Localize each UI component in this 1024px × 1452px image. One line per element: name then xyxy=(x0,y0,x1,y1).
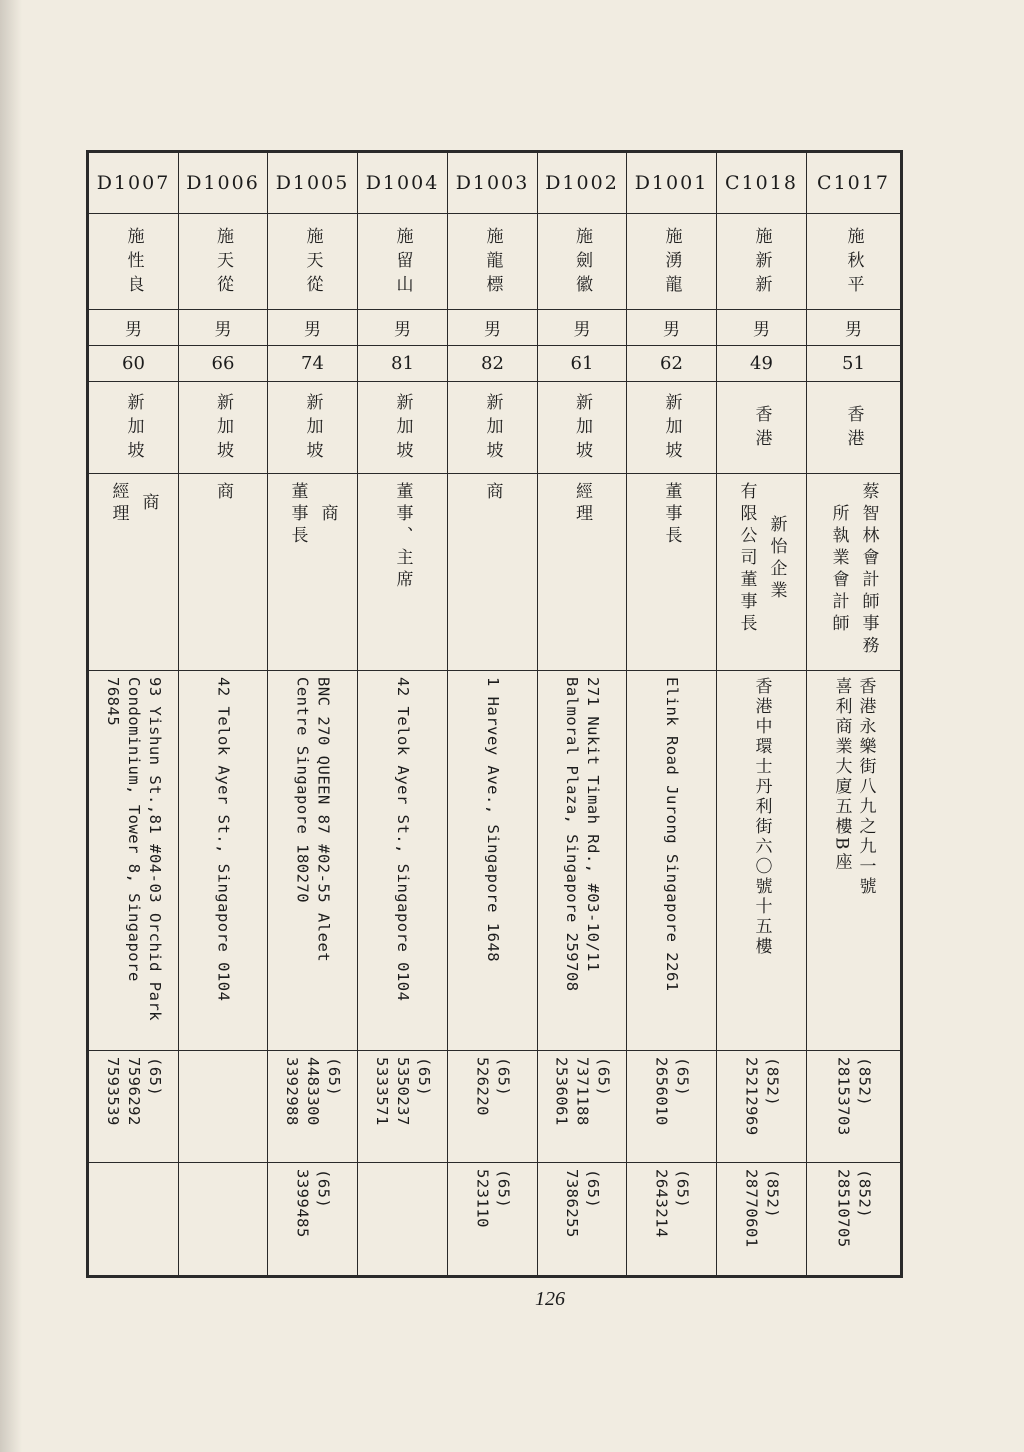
name-text: 施留山 xyxy=(392,226,413,299)
age-cell: 51 xyxy=(807,346,902,382)
name-text: 施劍徽 xyxy=(572,226,592,299)
gender-cell: 男 xyxy=(358,310,448,346)
fax-text: (65) 523110 xyxy=(473,1169,513,1228)
address-text: 1 Harvey Ave., Singapore 1648 xyxy=(484,677,502,963)
id-cell: D1002 xyxy=(538,152,627,214)
phone-cell xyxy=(717,1051,807,1163)
age-cell: 60 xyxy=(88,346,179,382)
birthplace-cell xyxy=(627,382,717,474)
birthplace-text: 新加坡 xyxy=(661,392,682,465)
occupation-text: 商 經理 xyxy=(108,482,159,526)
name-text: 施湧龍 xyxy=(661,226,682,299)
phone-cell xyxy=(627,1051,717,1163)
occupation-text: 蔡智林會計師事務 所執業會計師 xyxy=(828,482,879,658)
address-cell xyxy=(268,671,358,1051)
gender-cell: 男 xyxy=(448,310,538,346)
id-cell: D1004 xyxy=(358,152,448,214)
age-cell: 61 xyxy=(538,346,627,382)
fax-cell xyxy=(538,1163,627,1277)
address-cell xyxy=(448,671,538,1051)
birthplace-text: 香港 xyxy=(751,404,772,453)
address-text: 香港中環士丹利街六〇號十五樓 xyxy=(751,677,772,957)
name-text: 施性良 xyxy=(123,226,144,299)
id-cell: C1018 xyxy=(717,152,807,214)
id-cell: D1003 xyxy=(448,152,538,214)
occupation-text: 董事、主席 xyxy=(392,482,413,592)
page-number: 126 xyxy=(535,1288,565,1310)
age-cell: 62 xyxy=(627,346,717,382)
fax-cell xyxy=(807,1163,902,1277)
gender-cell: 男 xyxy=(807,310,902,346)
name-cell xyxy=(807,214,902,310)
address-text: 93 Yishun St.,81 #04-03 Orchid Park Condominium, Tower 8, Singapore 76845 xyxy=(104,677,164,1022)
id-cell: D1005 xyxy=(268,152,358,214)
name-text: 施新新 xyxy=(751,226,772,299)
gender-cell: 男 xyxy=(179,310,268,346)
name-cell xyxy=(448,214,538,310)
occupation-text: 董事長 xyxy=(661,482,682,548)
fax-text: (65) 7386255 xyxy=(563,1169,602,1238)
fax-cell xyxy=(268,1163,358,1277)
age-cell: 74 xyxy=(268,346,358,382)
fax-cell xyxy=(448,1163,538,1277)
page-shadow xyxy=(0,0,22,1452)
birthplace-text: 新加坡 xyxy=(482,392,503,465)
phone-text: (852) 25212969 xyxy=(742,1057,782,1136)
phone-cell xyxy=(179,1051,268,1163)
birthplace-cell xyxy=(358,382,448,474)
phone-cell xyxy=(268,1051,358,1163)
phone-text: (65) 5350237 5333571 xyxy=(373,1057,433,1126)
address-cell xyxy=(807,671,902,1051)
phone-cell xyxy=(88,1051,179,1163)
birthplace-text: 新加坡 xyxy=(572,392,592,465)
birthplace-cell xyxy=(717,382,807,474)
fax-cell xyxy=(358,1163,448,1277)
address-text: BNC 270 QUEEN 87 #02-55 Aleet Centre Singapore 180270 xyxy=(293,677,333,963)
name-cell xyxy=(627,214,717,310)
phone-cell xyxy=(358,1051,448,1163)
occupation-cell xyxy=(538,474,627,671)
age-cell: 81 xyxy=(358,346,448,382)
address-text: Elink Road Jurong Singapore 2261 xyxy=(663,677,681,992)
occupation-cell xyxy=(358,474,448,671)
id-cell: D1007 xyxy=(88,152,179,214)
phone-text: (65) 2656010 xyxy=(652,1057,692,1126)
occupation-text: 經理 xyxy=(572,482,592,526)
occupation-text: 新怡企業 有限公司董事長 xyxy=(736,482,787,636)
id-cell: D1006 xyxy=(179,152,268,214)
phone-text: (65) 7371188 2536061 xyxy=(552,1057,613,1126)
address-text: 271 Nukit Timah Rd., #03-10/11 Balmoral Plaza, Singapore 259708 xyxy=(563,677,602,992)
address-cell xyxy=(627,671,717,1051)
address-text: 42 Telok Ayer St., Singapore 0104 xyxy=(214,677,233,1002)
phone-text: (852) 28153703 xyxy=(834,1057,874,1136)
fax-cell xyxy=(717,1163,807,1277)
name-text: 施秋平 xyxy=(843,226,864,299)
name-cell xyxy=(88,214,179,310)
age-cell: 49 xyxy=(717,346,807,382)
member-table xyxy=(86,150,903,1278)
birthplace-cell xyxy=(179,382,268,474)
fax-cell xyxy=(179,1163,268,1277)
fax-text: (65) 3399485 xyxy=(293,1169,333,1238)
phone-cell xyxy=(807,1051,902,1163)
name-text: 施龍標 xyxy=(482,226,503,299)
age-cell: 66 xyxy=(179,346,268,382)
id-cell: C1017 xyxy=(807,152,902,214)
occupation-cell xyxy=(179,474,268,671)
address-cell xyxy=(358,671,448,1051)
address-cell xyxy=(179,671,268,1051)
birthplace-text: 香港 xyxy=(843,404,864,453)
phone-text: (65) 7596292 7593539 xyxy=(104,1057,164,1126)
phone-text: (65) 526220 xyxy=(473,1057,513,1116)
phone-text: (65) 4483300 3392988 xyxy=(283,1057,343,1126)
birthplace-cell xyxy=(268,382,358,474)
occupation-cell xyxy=(448,474,538,671)
name-cell xyxy=(717,214,807,310)
birthplace-cell xyxy=(807,382,902,474)
birthplace-text: 新加坡 xyxy=(123,392,144,465)
fax-text: (65) 2643214 xyxy=(652,1169,692,1238)
birthplace-text: 新加坡 xyxy=(213,392,233,465)
name-cell xyxy=(268,214,358,310)
phone-cell xyxy=(538,1051,627,1163)
birthplace-text: 新加坡 xyxy=(392,392,413,465)
name-text: 施天從 xyxy=(302,226,323,299)
address-text: 香港永樂街八九之九一號 喜利商業大廈五樓B座 xyxy=(831,677,876,897)
name-cell xyxy=(538,214,627,310)
occupation-cell xyxy=(268,474,358,671)
occupation-cell xyxy=(627,474,717,671)
fax-text: (852) 28510705 xyxy=(834,1169,874,1248)
fax-text: (852) 28770601 xyxy=(742,1169,782,1248)
age-cell: 82 xyxy=(448,346,538,382)
id-cell: D1001 xyxy=(627,152,717,214)
occupation-cell xyxy=(88,474,179,671)
address-text: 42 Telok Ayer St., Singapore 0104 xyxy=(394,677,412,1002)
occupation-cell xyxy=(717,474,807,671)
address-cell xyxy=(538,671,627,1051)
birthplace-text: 新加坡 xyxy=(302,392,323,465)
address-cell xyxy=(88,671,179,1051)
fax-cell xyxy=(88,1163,179,1277)
name-text: 施天從 xyxy=(213,226,233,299)
birthplace-cell xyxy=(448,382,538,474)
occupation-text: 商 xyxy=(482,482,503,504)
birthplace-cell xyxy=(88,382,179,474)
gender-cell: 男 xyxy=(627,310,717,346)
gender-cell: 男 xyxy=(268,310,358,346)
gender-cell: 男 xyxy=(538,310,627,346)
gender-cell: 男 xyxy=(717,310,807,346)
occupation-text: 商 xyxy=(213,482,233,504)
gender-cell: 男 xyxy=(88,310,179,346)
name-cell xyxy=(358,214,448,310)
fax-cell xyxy=(627,1163,717,1277)
occupation-text: 商 董事長 xyxy=(287,482,338,548)
phone-cell xyxy=(448,1051,538,1163)
name-cell xyxy=(179,214,268,310)
address-cell xyxy=(717,671,807,1051)
birthplace-cell xyxy=(538,382,627,474)
occupation-cell xyxy=(807,474,902,671)
